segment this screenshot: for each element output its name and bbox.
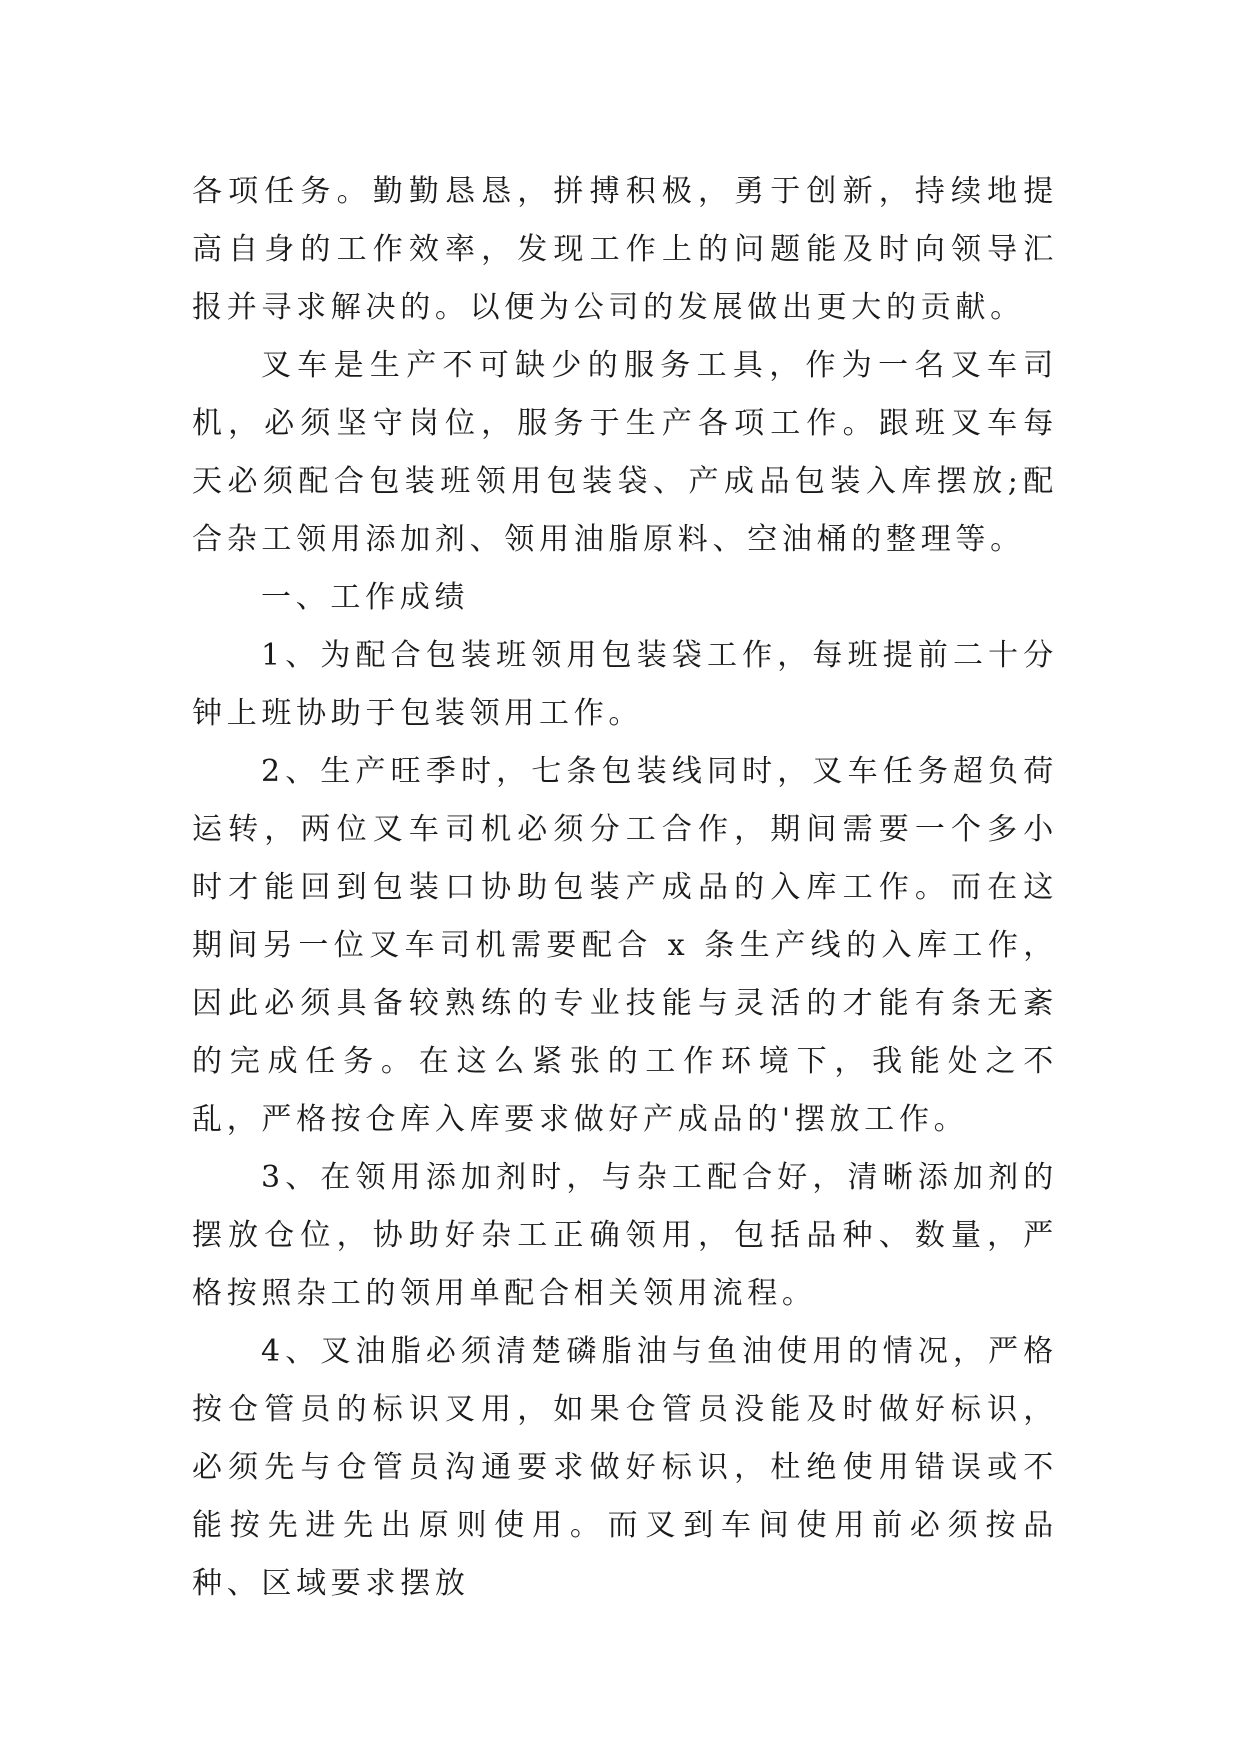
paragraph-forklift-role: 叉车是生产不可缺少的服务工具，作为一名叉车司机，必须坚守岗位，服务于生产各项工作。跟班叉车每天必须配合包装班领用包装袋、产成品包装入库摆放;配合杂工领用添加剂、领用油脂原料、空油桶的整理等。 bbox=[192, 348, 1058, 557]
list-item-1: 1、为配合包装班领用包装袋工作，每班提前二十分钟上班协助于包装领用工作。 bbox=[192, 638, 1058, 731]
list-item-4: 4、叉油脂必须清楚磷脂油与鱼油使用的情况，严格按仓管员的标识叉用，如果仓管员没能及时做好标识，必须先与仓管员沟通要求做好标识，杜绝使用错误或不能按先进先出原则使用。而叉到车间使用前必须按品种、区域要求摆放 bbox=[192, 1334, 1058, 1601]
body-text bbox=[192, 163, 1058, 1613]
paragraph-continued-duties: 各项任务。勤勤恳恳，拼搏积极，勇于创新，持续地提高自身的工作效率，发现工作上的问题能及时向领导汇报并寻求解决的。以便为公司的发展做出更大的贡献。 bbox=[192, 174, 1058, 325]
list-item-2: 2、生产旺季时，七条包装线同时，叉车任务超负荷运转，两位叉车司机必须分工合作，期间需要一个多小时才能回到包装口协助包装产成品的入库工作。而在这期间另一位叉车司机需要配合 x 条生产线的入库工作，因此必须具备较熟练的专业技能与灵活的才能有条无紊的完成任务。在这么紧张的工作环境下，我能处之不乱，严格按仓库入库要求做好产成品的'摆放工作。 bbox=[192, 754, 1058, 1137]
list-item-3: 3、在领用添加剂时，与杂工配合好，清晰添加剂的摆放仓位，协助好杂工正确领用，包括品种、数量，严格按照杂工的领用单配合相关领用流程。 bbox=[192, 1160, 1058, 1311]
section-heading-achievements: 一、工作成绩 bbox=[261, 580, 470, 615]
